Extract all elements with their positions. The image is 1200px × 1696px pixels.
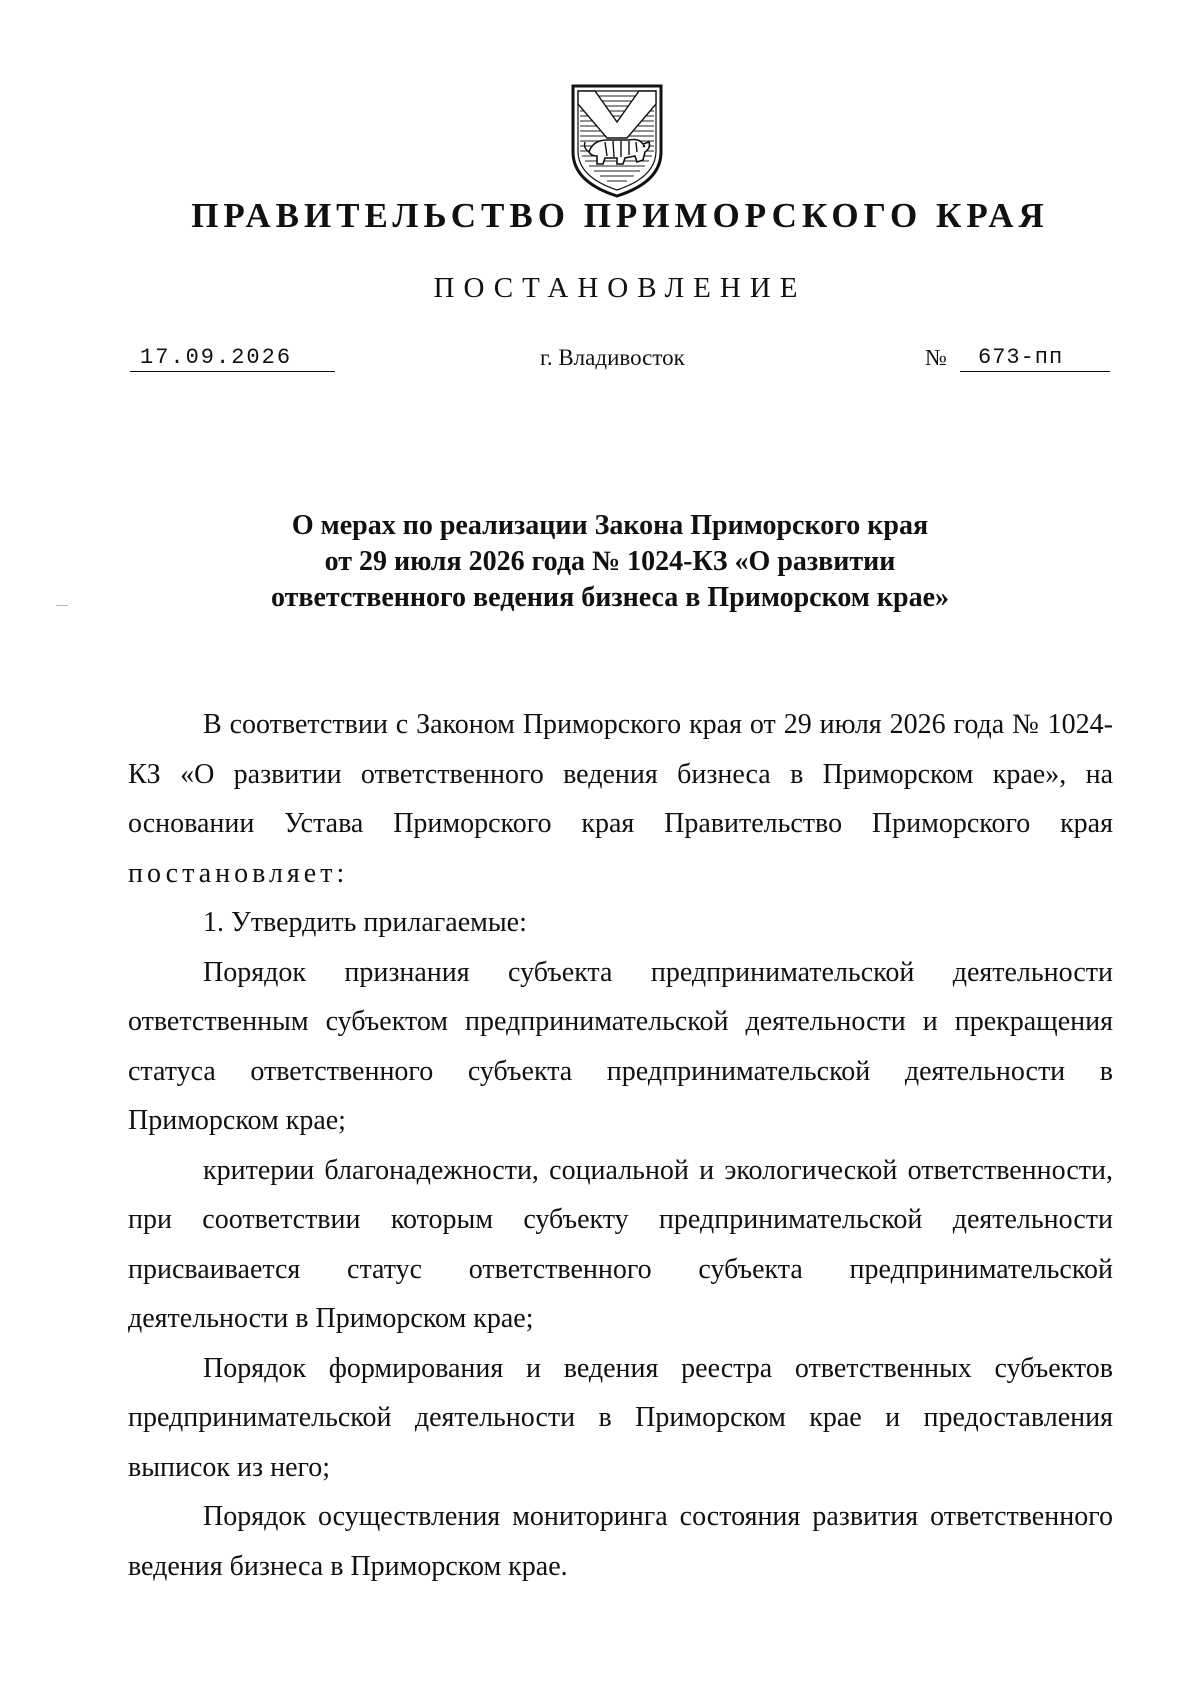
preamble-text: В соответствии с Законом Приморского края от 29 июля 2026 года № 1024-КЗ «О развитии ответственного ведения бизнеса в Приморском крае», на основании Устава Приморского края Правительство Приморского края [128, 709, 1113, 839]
document-date: 17.09.2026 [130, 345, 335, 372]
subject-line: ответственного ведения бизнеса в Приморском крае» [270, 582, 950, 613]
document-subject [230, 508, 990, 616]
list-paragraph: Порядок признания субъекта предпринимательской деятельности ответственным субъектом предпринимательской деятельности и прекращения статуса ответственного субъекта предпринимательской деятельности в Приморском крае; [128, 956, 1113, 1136]
document-body [128, 700, 1113, 1591]
document-type-title: ПОСТАНОВЛЕНИЕ [433, 272, 807, 304]
preamble-paragraph [128, 700, 1113, 898]
government-title: ПРАВИТЕЛЬСТВО ПРИМОРСКОГО КРАЯ [191, 196, 1049, 235]
subject-line: О мерах по реализации Закона Приморского края [291, 510, 929, 541]
coat-of-arms-icon [567, 82, 667, 200]
list-paragraph: Порядок формирования и ведения реестра ответственных субъектов предпринимательской деятельности в Приморском крае и предоставления выписок из него; [128, 1352, 1113, 1483]
document-number: 673-пп [960, 345, 1110, 372]
list-paragraph: Порядок осуществления мониторинга состояния развития ответственного ведения бизнеса в Приморском крае. [128, 1501, 1113, 1582]
decree-word: постановляет: [128, 857, 349, 889]
item-paragraph: 1. Утвердить прилагаемые: [203, 907, 527, 938]
list-paragraph: критерии благонадежности, социальной и экологической ответственности, при соответствии которым субъекту предпринимательской деятельности присваивается статус ответственного субъекта предпринимательской деятельности в Приморском крае; [128, 1154, 1113, 1334]
document-city: г. Владивосток [540, 345, 685, 370]
document-number-label: № [925, 345, 947, 370]
scan-margin-mark [56, 605, 68, 606]
subject-line: от 29 июля 2026 года № 1024-КЗ «О развитии [324, 546, 896, 577]
